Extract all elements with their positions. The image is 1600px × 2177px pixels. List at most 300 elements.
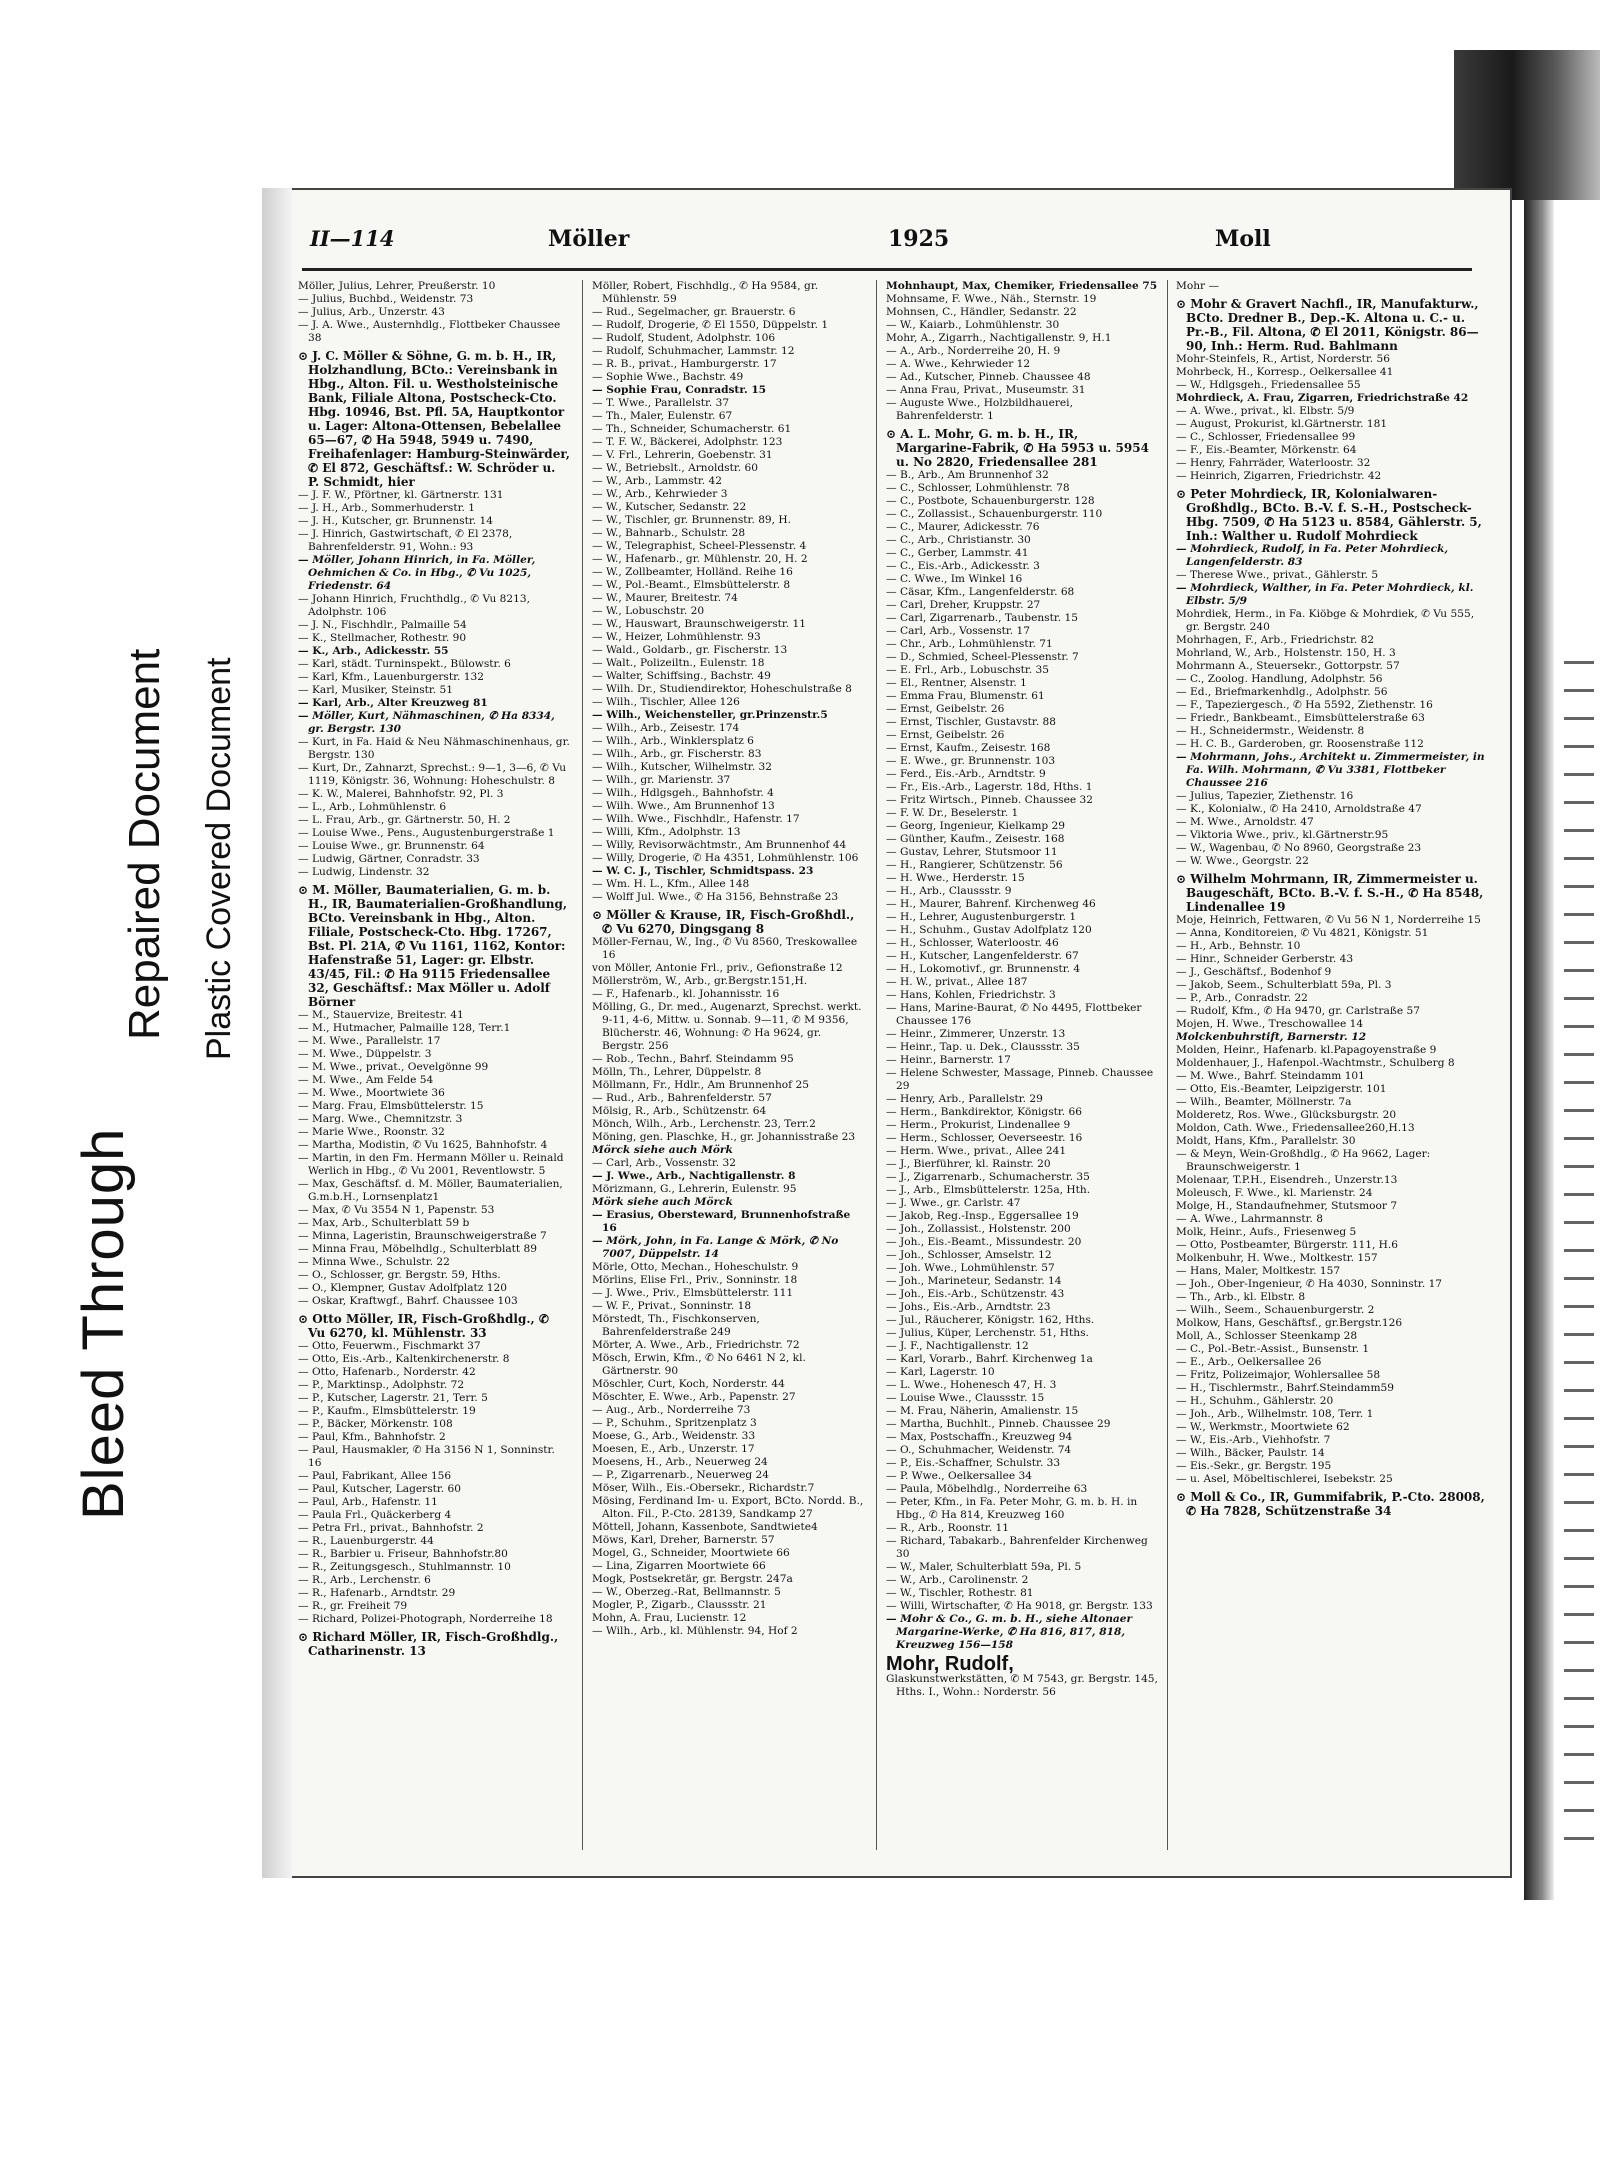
directory-entry: — Kurt, Dr., Zahnarzt, Sprechst.: 9—1, 3—6, ✆ Vu 1119, Königstr. 36, Wohnung: Hoheschulstr. 8 (298, 762, 567, 787)
directory-entry: Mölsig, R., Arb., Schützenstr. 64 (592, 1105, 767, 1117)
directory-entry: — C., Gerber, Lammstr. 41 (886, 547, 1029, 559)
directory-entry: — J., Geschäftsf., Bodenhof 9 (1176, 966, 1332, 978)
header-year: 1925 (888, 226, 950, 252)
column-divider (876, 280, 877, 1850)
display-entry-name: Mohr, Rudolf, (886, 1653, 1014, 1675)
directory-entry: — Wolff Jul. Wwe., ✆ Ha 3156, Behnstraße 23 (592, 891, 839, 903)
directory-entry: — Mohr & Co., G. m. b. H., siehe Altonaer Margarine-Werke, ✆ Ha 816, 817, 818, Kreuzweg 156—158 (886, 1613, 1133, 1651)
directory-entry: — W., Tischler, gr. Brunnenstr. 89, H. (592, 514, 792, 526)
directory-entry: — H., Schneidermstr., Weidenstr. 8 (1176, 725, 1365, 737)
directory-entry: — Paul, Hausmakler, ✆ Ha 3156 N 1, Sonninstr. 16 (298, 1444, 555, 1469)
directory-entry: Molden, Heinr., Hafenarb. kl.Papagoyenstraße 9 (1176, 1044, 1437, 1056)
directory-entry: — V. Frl., Lehrerin, Goebenstr. 31 (592, 449, 773, 461)
directory-entry: — F., Eis.-Beamter, Mörkenstr. 64 (1176, 444, 1357, 456)
directory-entry: — C., Postbote, Schauenburgerstr. 128 (886, 495, 1095, 507)
directory-entry: — Ernst, Kaufm., Zeisestr. 168 (886, 742, 1051, 754)
directory-entry: — Joh., Schlosser, Amselstr. 12 (886, 1249, 1052, 1261)
directory-entry: — F. W. Dr., Beselerstr. 1 (886, 807, 1019, 819)
directory-column-1 (298, 280, 570, 1870)
directory-entry: — W., Maurer, Breitestr. 74 (592, 592, 738, 604)
directory-entry: — Henry, Arb., Parallelstr. 29 (886, 1093, 1043, 1105)
directory-entry: — Wilh., Arb., gr. Fischerstr. 83 (592, 748, 762, 760)
directory-entry: — Paul, Kutscher, Lagerstr. 60 (298, 1483, 462, 1495)
directory-entry: — Rudolf, Schuhmacher, Lammstr. 12 (592, 345, 795, 357)
directory-entry: — Julius, Buchbd., Weidenstr. 73 (298, 293, 474, 305)
directory-entry: — Chr., Arb., Lohmühlenstr. 71 (886, 638, 1053, 650)
directory-entry: — Wilh., Beamter, Möllnerstr. 7a (1176, 1096, 1352, 1108)
directory-entry: Molckenbuhrstift, Barnerstr. 12 (1176, 1031, 1367, 1043)
directory-entry: — Wilh., Weichensteller, gr.Prinzenstr.5 (592, 709, 828, 721)
directory-entry: — Günther, Kaufm., Zeisestr. 168 (886, 833, 1065, 845)
directory-entry: — J. Wwe., Priv., Elmsbüttelerstr. 111 (592, 1287, 794, 1299)
directory-entry: — Otto, Feuerwm., Fischmarkt 37 (298, 1340, 481, 1352)
directory-entry: — Wilh., Seem., Schauenburgerstr. 2 (1176, 1304, 1375, 1316)
directory-entry: — Carl, Arb., Vossenstr. 17 (886, 625, 1030, 637)
directory-entry: Moldenhauer, J., Hafenpol.-Wachtmstr., Schulberg 8 (1176, 1057, 1455, 1069)
directory-entry: — W., Bahnarb., Schulstr. 28 (592, 527, 746, 539)
directory-entry: Moldt, Hans, Kfm., Parallelstr. 30 (1176, 1135, 1356, 1147)
directory-entry: — Paul, Fabrikant, Allee 156 (298, 1470, 452, 1482)
directory-entry: — Fritz, Polizeimajor, Wohlersallee 58 (1176, 1369, 1381, 1381)
directory-entry: Mörter, A. Wwe., Arb., Friedrichstr. 72 (592, 1339, 800, 1351)
repaired-document-label: Repaired Document (120, 648, 169, 1040)
directory-entry: — Johs., Eis.-Arb., Arndtstr. 23 (886, 1301, 1051, 1313)
directory-entry: — Jul., Räucherer, Königstr. 162, Hths. (886, 1314, 1095, 1326)
directory-entry: Mohnsen, C., Händler, Sedanstr. 22 (886, 306, 1077, 318)
directory-entry: ⊙ Möller & Krause, IR, Fisch-Großhdl., ✆ Vu 6270, Dingsgang 8 (592, 908, 855, 936)
directory-entry: — Anna, Konditoreien, ✆ Vu 4821, Königstr. 51 (1176, 927, 1429, 939)
directory-entry: — J. Wwe., gr. Carlstr. 47 (886, 1197, 1021, 1209)
directory-entry: — Joh., Eis.-Arb., Schützenstr. 43 (886, 1288, 1065, 1300)
directory-entry: — Mohrdieck, Rudolf, in Fa. Peter Mohrdieck, Langenfelderstr. 83 (1176, 543, 1449, 568)
directory-entry: — J. Hinrich, Gastwirtschaft, ✆ El 2378, Bahrenfelderstr. 91, Wohn.: 93 (298, 528, 513, 553)
directory-entry: — Ed., Briefmarkenhdlg., Adolphstr. 56 (1176, 686, 1388, 698)
directory-entry: — Otto, Postbeamter, Bürgerstr. 111, H.6 (1176, 1239, 1399, 1251)
directory-entry: — W. C. J., Tischler, Schmidtspass. 23 (592, 865, 814, 877)
page-spine (262, 188, 292, 1878)
directory-entry: Mölling, G., Dr. med., Augenarzt, Sprechst. werkt. 9-11, 4-6, Mittw. u. Sonnab. 9—11, ✆ M 9356, Blücherstr. 46, Wohnung: ✆ Ha 9624, gr. Bergstr. 256 (592, 1001, 862, 1052)
directory-entry: — W., Hdlgsgeh., Friedensallee 55 (1176, 379, 1361, 391)
directory-entry: — Karl, Vorarb., Bahrf. Kirchenweg 1a (886, 1353, 1093, 1365)
directory-entry: — H., Arb., Claussstr. 9 (886, 885, 1012, 897)
directory-entry: — Aug., Arb., Norderreihe 73 (592, 1404, 751, 1416)
directory-entry: — Karl, Arb., Alter Kreuzweg 81 (298, 697, 488, 709)
directory-entry: — M. Frau, Näherin, Amalienstr. 15 (886, 1405, 1079, 1417)
directory-entry: — Louise Wwe., Claussstr. 15 (886, 1392, 1045, 1404)
directory-entry: — B., Arb., Am Brunnenhof 32 (886, 469, 1049, 481)
directory-entry: — Karl, Lagerstr. 10 (886, 1366, 995, 1378)
directory-entry: — H., Lokomotivf., gr. Brunnenstr. 4 (886, 963, 1081, 975)
directory-entry: ⊙ A. L. Mohr, G. m. b. H., IR, Margarine-Fabrik, ✆ Ha 5953 u. 5954 u. No 2820, Friedensallee 281 (886, 427, 1149, 469)
directory-entry: — Max, Postschaffn., Kreuzweg 94 (886, 1431, 1073, 1443)
directory-entry: — H., Schuhm., Gustav Adolfplatz 120 (886, 924, 1092, 936)
directory-entry: — Th., Arb., kl. Elbstr. 8 (1176, 1291, 1306, 1303)
directory-entry: — Mörk, John, in Fa. Lange & Mörk, ✆ No 7007, Düppelstr. 14 (592, 1235, 839, 1260)
adjacent-page-text-fragments (1564, 650, 1594, 1850)
directory-entry: — H., Rangierer, Schützenstr. 56 (886, 859, 1063, 871)
directory-entry: — C., Arb., Christianstr. 30 (886, 534, 1031, 546)
directory-entry: Mohr, A., Zigarrh., Nachtigallenstr. 9, H.1 (886, 332, 1112, 344)
directory-entry: — R., Zeitungsgesch., Stuhlmannstr. 10 (298, 1561, 511, 1573)
directory-entry: — Friedr., Bankbeamt., Eimsbüttelerstraße 63 (1176, 712, 1425, 724)
directory-column-4 (1176, 280, 1486, 1870)
directory-entry: — Willi, Wirtschafter, ✆ Ha 9018, gr. Bergstr. 133 (886, 1600, 1153, 1612)
directory-entry: — A. Wwe., privat., kl. Elbstr. 5/9 (1176, 405, 1355, 417)
directory-entry: — R., Hafenarb., Arndtstr. 29 (298, 1587, 456, 1599)
directory-entry: — Hans, Marine-Baurat, ✆ No 4495, Flottbeker Chaussee 176 (886, 1002, 1142, 1027)
directory-entry: — J. F., Nachtigallenstr. 12 (886, 1340, 1029, 1352)
directory-column-3 (886, 280, 1158, 1870)
directory-entry: Möller, Julius, Lehrer, Preußerstr. 10 (298, 280, 496, 292)
directory-entry: — R., Arb., Lerchenstr. 6 (298, 1574, 431, 1586)
directory-entry: — H. Wwe., Herderstr. 15 (886, 872, 1025, 884)
directory-entry: Möschter, E. Wwe., Arb., Papenstr. 27 (592, 1391, 796, 1403)
header-left-name: Möller (548, 226, 630, 252)
directory-entry: Mohrdiek, Herm., in Fa. Kiöbge & Mohrdiek, ✆ Vu 555, gr. Bergstr. 240 (1176, 608, 1475, 633)
directory-entry: — J., Zigarrenarb., Schumacherstr. 35 (886, 1171, 1090, 1183)
directory-entry: Mohr — (1176, 280, 1220, 292)
directory-entry: — Heinr., Zimmerer, Unzerstr. 13 (886, 1028, 1066, 1040)
directory-entry: Mörk siehe auch Mörck (592, 1196, 733, 1208)
directory-entry: Molderetz, Ros. Wwe., Glücksburgstr. 20 (1176, 1109, 1397, 1121)
directory-entry: — E., Arb., Oelkersallee 26 (1176, 1356, 1322, 1368)
directory-entry: Moll, A., Schlosser Steenkamp 28 (1176, 1330, 1358, 1342)
directory-entry: — A., Arb., Norderreihe 20, H. 9 (886, 345, 1061, 357)
directory-entry: Mohnhaupt, Max, Chemiker, Friedensallee 75 (886, 280, 1158, 292)
directory-entry: — T. F. W., Bäckerei, Adolphstr. 123 (592, 436, 783, 448)
directory-entry: — Carl, Dreher, Kruppstr. 27 (886, 599, 1041, 611)
directory-entry: — Lina, Zigarren Moortwiete 66 (592, 1560, 766, 1572)
directory-entry: Molk, Heinr., Aufs., Friesenweg 5 (1176, 1226, 1357, 1238)
directory-entry: — J. N., Fischhdlr., Palmaille 54 (298, 619, 467, 631)
directory-entry: — L., Arb., Lohmühlenstr. 6 (298, 801, 447, 813)
directory-entry: — K., Stellmacher, Rothestr. 90 (298, 632, 467, 644)
directory-entry: — K., Kolonialw., ✆ Ha 2410, Arnoldstraße 47 (1176, 803, 1422, 815)
directory-entry: ⊙ Mohr & Gravert Nachfl., IR, Manufakturw., BCto. Dredner B., Dep.-K. Altona u. C.- u. Pr.-B., Fil. Altona, ✆ El 2011, Königstr. 86—90, Inh.: Herm. Rud. Bahlmann (1176, 297, 1479, 353)
directory-entry: — J., Bierführer, kl. Rainstr. 20 (886, 1158, 1051, 1170)
directory-entry: — Georg, Ingenieur, Kielkamp 29 (886, 820, 1066, 832)
directory-entry: — Ludwig, Gärtner, Conradstr. 33 (298, 853, 480, 865)
directory-entry: — W., Wagenbau, ✆ No 8960, Georgstraße 23 (1176, 842, 1422, 854)
directory-entry: — Richard, Tabakarb., Bahrenfelder Kirchenweg 30 (886, 1535, 1148, 1560)
directory-entry: — Wald., Goldarb., gr. Fischerstr. 13 (592, 644, 788, 656)
directory-entry: — Joh., Zollassist., Holstenstr. 200 (886, 1223, 1071, 1235)
directory-entry: Mörck siehe auch Mörk (592, 1144, 733, 1156)
directory-entry: — Minna Wwe., Schulstr. 22 (298, 1256, 450, 1268)
directory-entry: — O., Schlosser, gr. Bergstr. 59, Hths. (298, 1269, 501, 1281)
directory-entry: — Ernst, Geibelstr. 26 (886, 729, 1005, 741)
page-header (310, 226, 1460, 264)
directory-entry: — Therese Wwe., privat., Gählerstr. 5 (1176, 569, 1379, 581)
directory-entry: — W., Kutscher, Sedanstr. 22 (592, 501, 747, 513)
directory-entry: — Hans, Kohlen, Friedrichstr. 3 (886, 989, 1056, 1001)
directory-entry: — Paul, Arb., Hafenstr. 11 (298, 1496, 438, 1508)
directory-entry: ⊙ Peter Mohrdieck, IR, Kolonialwaren-Großhdlg., BCto. B.-V. f. S.-H., Postscheck- Hbg. 7509, ✆ Ha 5123 u. 8584, Gählerstr. 5, Inh.: Walther u. Rudolf Mohrdieck (1176, 487, 1482, 543)
directory-entry: — L. Frau, Arb., gr. Gärtnerstr. 50, H. 2 (298, 814, 511, 826)
directory-entry: — M., Stauervize, Breitestr. 41 (298, 1009, 464, 1021)
directory-entry: — Herm., Schlosser, Oeverseestr. 16 (886, 1132, 1083, 1144)
header-rule (302, 268, 1472, 271)
directory-entry: — u. Asel, Möbeltischlerei, Isebekstr. 25 (1176, 1473, 1393, 1485)
directory-entry: Mohrbeck, H., Korresp., Oelkersallee 41 (1176, 366, 1394, 378)
directory-entry: — W., Arb., Lammstr. 42 (592, 475, 722, 487)
directory-entry: — Walt., Polizeiltn., Eulenstr. 18 (592, 657, 765, 669)
directory-entry: — W., Heizer, Lohmühlenstr. 93 (592, 631, 761, 643)
directory-entry: — Louise Wwe., gr. Brunnenstr. 64 (298, 840, 485, 852)
directory-entry: — H. W., privat., Allee 187 (886, 976, 1028, 988)
directory-entry: — W., Maler, Schulterblatt 59a, Pl. 5 (886, 1561, 1082, 1573)
directory-entry: Möller-Fernau, W., Ing., ✆ Vu 8560, Treskowallee 16 (592, 936, 858, 961)
directory-entry: Mörstedt, Th., Fischkonserven, Bahrenfelderstraße 249 (592, 1313, 760, 1338)
page-edge-strip (1524, 200, 1554, 1900)
directory-entry: Möllmann, Fr., Hdlr., Am Brunnenhof 25 (592, 1079, 809, 1091)
directory-entry: — Willy, Revisorwächtmstr., Am Brunnenhof 44 (592, 839, 847, 851)
directory-entry: — Sophie Wwe., Bachstr. 49 (592, 371, 744, 383)
directory-entry: — Möller, Kurt, Nähmaschinen, ✆ Ha 8334, gr. Bergstr. 130 (298, 710, 555, 735)
directory-entry: — W., Lobuschstr. 20 (592, 605, 705, 617)
directory-entry: — Auguste Wwe., Holzbildhauerei, Bahrenfelderstr. 1 (886, 397, 1073, 422)
directory-entry: — P., Schuhm., Spritzenplatz 3 (592, 1417, 757, 1429)
directory-entry: — C., Zoolog. Handlung, Adolphstr. 56 (1176, 673, 1383, 685)
directory-entry: — Heinr., Tap. u. Dek., Claussstr. 35 (886, 1041, 1080, 1053)
directory-entry: — Emma Frau, Blumenstr. 61 (886, 690, 1045, 702)
directory-entry: — Cäsar, Kfm., Langenfelderstr. 68 (886, 586, 1075, 598)
directory-entry: — K., Arb., Adickesstr. 55 (298, 645, 449, 657)
directory-entry: — C., Zollassist., Schauenburgerstr. 110 (886, 508, 1103, 520)
directory-entry: — H. C. B., Garderoben, gr. Roosenstraße 112 (1176, 738, 1424, 750)
directory-entry: — W., Tischler, Rothestr. 81 (886, 1587, 1034, 1599)
directory-entry: — Walter, Schiffsing., Bachstr. 49 (592, 670, 771, 682)
directory-entry: Möning, gen. Plaschke, H., gr. Johannisstraße 23 (592, 1131, 856, 1143)
directory-entry: — W., Oberzeg.-Rat, Bellmannstr. 5 (592, 1586, 781, 1598)
directory-entry: — Anna Frau, Privat., Museumstr. 31 (886, 384, 1086, 396)
directory-entry: — Sophie Frau, Conradstr. 15 (592, 384, 767, 396)
directory-entry: Möser, Wilh., Eis.-Obersekr., Richardstr.7 (592, 1482, 815, 1494)
directory-entry: — Jakob, Seem., Schulterblatt 59a, Pl. 3 (1176, 979, 1392, 991)
directory-entry: — Eis.-Sekr., gr. Bergstr. 195 (1176, 1460, 1332, 1472)
directory-entry: Mohn, A. Frau, Lucienstr. 12 (592, 1612, 747, 1624)
directory-entry: — Mohrmann, Johs., Architekt u. Zimmermeister, in Fa. Wilh. Mohrmann, ✆ Vu 3381, Flottbeker Chaussee 216 (1176, 751, 1485, 789)
bleed-through-label: Bleed Through (71, 1127, 136, 1520)
directory-entry: — W., Hafenarb., gr. Mühlenstr. 20, H. 2 (592, 553, 808, 565)
directory-entry: — Paul, Kfm., Bahnhofstr. 2 (298, 1431, 446, 1443)
directory-entry: — W., Kaiarb., Lohmühlenstr. 30 (886, 319, 1060, 331)
directory-entry: — Ernst, Tischler, Gustavstr. 88 (886, 716, 1057, 728)
directory-entry: — P., Bäcker, Mörkenstr. 108 (298, 1418, 453, 1430)
directory-entry: — Paula Frl., Quäckerberg 4 (298, 1509, 452, 1521)
directory-entry: — C., Eis.-Arb., Adickesstr. 3 (886, 560, 1040, 572)
directory-entry: — J. H., Kutscher, gr. Brunnenstr. 14 (298, 515, 493, 527)
directory-entry: — Jakob, Reg.-Insp., Eggersallee 19 (886, 1210, 1079, 1222)
directory-entry: — Marg. Frau, Elmsbüttelerstr. 15 (298, 1100, 484, 1112)
directory-entry: Möllerström, W., Arb., gr.Bergstr.151,H. (592, 975, 808, 987)
directory-entry: — Wilh., Arb., Winklersplatz 6 (592, 735, 754, 747)
directory-entry: ⊙ M. Möller, Baumaterialien, G. m. b. H., IR, Baumaterialien-Großhandlung, BCto. Vereinsbank in Hbg., Alton. Filiale, Postscheck-Cto. Hbg. 17267, Bst. Pl. 21A, ✆ Vu 1161, 1162, Kontor: Hafenstraße 51, Lager: gr. Elbstr. 43/45, Fil.: ✆ Ha 9115 Friedensallee 32, Geschäftsf.: Max Möller u. Adolf Börner (298, 883, 568, 1009)
directory-entry: Möws, Karl, Dreher, Barnerstr. 57 (592, 1534, 775, 1546)
directory-entry: — P. Wwe., Oelkersallee 34 (886, 1470, 1033, 1482)
directory-entry: — Minna, Lageristin, Braunschweigerstraße 7 (298, 1230, 547, 1242)
directory-entry: — Rudolf, Student, Adolphstr. 106 (592, 332, 776, 344)
directory-entry: — Peter, Kfm., in Fa. Peter Mohr, G. m. b. H. in Hbg., ✆ Ha 814, Kreuzweg 160 (886, 1496, 1138, 1521)
directory-entry: — Max, Geschäftsf. d. M. Möller, Baumaterialien, G.m.b.H., Lornsenplatz1 (298, 1178, 563, 1203)
directory-entry: — W., Arb., Kehrwieder 3 (592, 488, 728, 500)
directory-entry: — Rud., Segelmacher, gr. Brauerstr. 6 (592, 306, 796, 318)
directory-entry: — C. Wwe., Im Winkel 16 (886, 573, 1023, 585)
directory-entry: Möller, Robert, Fischhdlg., ✆ Ha 9584, gr. Mühlenstr. 59 (592, 280, 819, 305)
directory-entry: — P., Marktinsp., Adolphstr. 72 (298, 1379, 465, 1391)
directory-entry: Möschler, Curt, Koch, Norderstr. 44 (592, 1378, 785, 1390)
directory-entry: ⊙ J. C. Möller & Söhne, G. m. b. H., IR, Holzhandlung, BCto.: Vereinsbank in Hbg., Alton. Fil. u. Westholsteinische Bank, Filiale Altona, Postscheck-Cto. Hbg. 10946, Bst. Pfl. 5A, Hauptkontor u. Lager: Altona-Ottensen, Bebelallee 65—67, ✆ Ha 5948, 5949 u. 7490, Freihafenlager: Hamburg-Steinwärder, ✆ El 872, Geschäftsf.: W. Schröder u. P. Schmidt, hier (298, 349, 570, 489)
directory-entry: — H., Lehrer, Augustenburgerstr. 1 (886, 911, 1077, 923)
directory-entry: — C., Schlosser, Friedensallee 99 (1176, 431, 1356, 443)
directory-entry: — Hans, Maler, Moltkestr. 157 (1176, 1265, 1341, 1277)
directory-entry: — W., Telegraphist, Scheel-Plessenstr. 4 (592, 540, 807, 552)
directory-entry: Moje, Heinrich, Fettwaren, ✆ Vu 56 N 1, Norderreihe 15 (1176, 914, 1481, 926)
directory-entry: — R., Lauenburgerstr. 44 (298, 1535, 434, 1547)
directory-entry: Mösing, Ferdinand Im- u. Export, BCto. Nordd. B., Alton. Fil., P.-Cto. 28139, Sandkamp 27 (592, 1495, 864, 1520)
directory-entry: — Gustav, Lehrer, Stutsmoor 11 (886, 846, 1058, 858)
directory-entry: — P., Zigarrenarb., Neuerweg 24 (592, 1469, 770, 1481)
directory-entry: — Julius, Tapezier, Ziethenstr. 16 (1176, 790, 1354, 802)
directory-entry: Mohrhagen, F., Arb., Friedrichstr. 82 (1176, 634, 1375, 646)
directory-entry: — Carl, Zigarrenarb., Taubenstr. 15 (886, 612, 1078, 624)
directory-entry: — O., Schuhmacher, Weidenstr. 74 (886, 1444, 1072, 1456)
directory-entry: — El., Rentner, Alsenstr. 1 (886, 677, 1027, 689)
directory-entry: — Ferd., Eis.-Arb., Arndtstr. 9 (886, 768, 1046, 780)
directory-entry: ⊙ Moll & Co., IR, Gummifabrik, P.-Cto. 28008, ✆ Ha 7828, Schützenstraße 34 (1176, 1490, 1485, 1518)
directory-entry: — C., Pol.-Betr.-Assist., Bunsenstr. 1 (1176, 1343, 1370, 1355)
directory-entry: Molge, H., Standaufnehmer, Stutsmoor 7 (1176, 1200, 1398, 1212)
directory-entry: — Th., Maler, Eulenstr. 67 (592, 410, 733, 422)
directory-entry: Möttell, Johann, Kassenbote, Sandtwiete4 (592, 1521, 818, 1533)
directory-entry: — Louise Wwe., Pens., Augustenburgerstraße 1 (298, 827, 555, 839)
directory-entry: — Richard, Polizei-Photograph, Norderreihe 18 (298, 1613, 553, 1625)
directory-entry: — J. F. W., Pförtner, kl. Gärtnerstr. 131 (298, 489, 504, 501)
directory-entry: — Karl, Kfm., Lauenburgerstr. 132 (298, 671, 484, 683)
directory-entry: — Otto, Hafenarb., Norderstr. 42 (298, 1366, 476, 1378)
column-divider (582, 280, 583, 1850)
directory-entry: — August, Prokurist, kl.Gärtnerstr. 181 (1176, 418, 1388, 430)
directory-entry: — Wilh. Wwe., Am Brunnenhof 13 (592, 800, 775, 812)
directory-entry: — J., Arb., Elmsbüttelerstr. 125a, Hth. (886, 1184, 1091, 1196)
directory-entry: Mohnsame, F. Wwe., Näh., Sternstr. 19 (886, 293, 1097, 305)
directory-entry: — Petra Frl., privat., Bahnhofstr. 2 (298, 1522, 484, 1534)
directory-entry: — O., Klempner, Gustav Adolfplatz 120 (298, 1282, 507, 1294)
directory-entry: — Martha, Modistin, ✆ Vu 1625, Bahnhofstr. 4 (298, 1139, 548, 1151)
directory-entry: ⊙ Otto Möller, IR, Fisch-Großhdlg., ✆ Vu 6270, kl. Mühlenstr. 33 (298, 1312, 549, 1340)
directory-entry: — J. A. Wwe., Austernhdlg., Flottbeker Chaussee 38 (298, 319, 561, 344)
directory-entry: Moesen, E., Arb., Unzerstr. 17 (592, 1443, 755, 1455)
directory-entry: — Joh. Wwe., Lohmühlenstr. 57 (886, 1262, 1055, 1274)
directory-entry: — Helene Schwester, Massage, Pinneb. Chaussee 29 (886, 1067, 1154, 1092)
directory-entry: Mohrland, W., Arb., Holstenstr. 150, H. 3 (1176, 647, 1396, 659)
directory-entry: — Wilh., gr. Marienstr. 37 (592, 774, 731, 786)
directory-entry: — Ernst, Geibelstr. 26 (886, 703, 1005, 715)
directory-entry: — T. Wwe., Parallelstr. 37 (592, 397, 730, 409)
directory-column-2 (592, 280, 864, 1870)
directory-entry: — Julius, Küper, Lerchenstr. 51, Hths. (886, 1327, 1089, 1339)
directory-entry: — M. Wwe., Parallelstr. 17 (298, 1035, 441, 1047)
directory-entry: — Joh., Ober-Ingenieur, ✆ Ha 4030, Sonninstr. 17 (1176, 1278, 1443, 1290)
directory-entry: Mogler, P., Zigarb., Claussstr. 21 (592, 1599, 767, 1611)
directory-entry: — Julius, Arb., Unzerstr. 43 (298, 306, 445, 318)
directory-entry: Mogel, G., Schneider, Moortwiete 66 (592, 1547, 790, 1559)
directory-entry: — W., Werkmstr., Moortwiete 62 (1176, 1421, 1350, 1433)
margin-labels (60, 560, 280, 1560)
directory-entry: — Marie Wwe., Roonstr. 32 (298, 1126, 445, 1138)
directory-entry: — Johann Hinrich, Fruchthdlg., ✆ Vu 8213, Adolphstr. 106 (298, 593, 530, 618)
directory-entry: — M. Wwe., Bahrf. Steindamm 101 (1176, 1070, 1365, 1082)
directory-entry: ⊙ Wilhelm Mohrmann, IR, Zimmermeister u. Baugeschäft, BCto. B.-V. f. S.-H., ✆ Ha 8548, Lindenallee 19 (1176, 872, 1484, 914)
directory-entry: Mohr-Steinfels, R., Artist, Norderstr. 56 (1176, 353, 1390, 365)
directory-entry: — Wilh., Hdlgsgeh., Bahnhofstr. 4 (592, 787, 774, 799)
scanned-directory-page (262, 188, 1512, 1878)
directory-entry: — Marg. Wwe., Chemnitzstr. 3 (298, 1113, 463, 1125)
directory-entry: — Hinr., Schneider Gerberstr. 43 (1176, 953, 1354, 965)
directory-entry: — A. Wwe., Lahrmannstr. 8 (1176, 1213, 1323, 1225)
directory-entry: Glaskunstwerkstätten, ✆ M 7543, gr. Bergstr. 145, Hths. I., Wohn.: Norderstr. 56 (886, 1673, 1158, 1698)
header-right-name: Moll (1215, 226, 1271, 252)
directory-entry: — Oskar, Kraftwgf., Bahrf. Chaussee 103 (298, 1295, 518, 1307)
directory-entry: — Herm., Prokurist, Lindenallee 9 (886, 1119, 1071, 1131)
directory-entry: — F., Tapeziergesch., ✆ Ha 5592, Ziethenstr. 16 (1176, 699, 1433, 711)
directory-entry: — W. Wwe., Georgstr. 22 (1176, 855, 1309, 867)
directory-entry: — M., Hutmacher, Palmaille 128, Terr.1 (298, 1022, 511, 1034)
directory-entry: Molkow, Hans, Geschäftsf., gr.Bergstr.126 (1176, 1317, 1403, 1329)
directory-entry: — Carl, Arb., Vossenstr. 32 (592, 1157, 736, 1169)
directory-entry: — Willy, Drogerie, ✆ Ha 4351, Lohmühlenstr. 106 (592, 852, 859, 864)
directory-entry: — Fritz Wirtsch., Pinneb. Chaussee 32 (886, 794, 1093, 806)
directory-entry: — Heinrich, Zigarren, Friedrichstr. 42 (1176, 470, 1382, 482)
directory-entry: — H., Maurer, Bahrenf. Kirchenweg 46 (886, 898, 1096, 910)
directory-entry: — L. Wwe., Hohenesch 47, H. 3 (886, 1379, 1057, 1391)
directory-entry: — H., Tischlermstr., Bahrf.Steindamm59 (1176, 1382, 1394, 1394)
directory-entry: Moleusch, F. Wwe., kl. Marienstr. 24 (1176, 1187, 1373, 1199)
directory-entry: — H., Kutscher, Langenfelderstr. 67 (886, 950, 1079, 962)
directory-entry: — W., Zollbeamter, Holländ. Reihe 16 (592, 566, 793, 578)
directory-entry: — M. Wwe., Am Felde 54 (298, 1074, 434, 1086)
directory-entry: — H., Schuhm., Gählerstr. 20 (1176, 1395, 1334, 1407)
directory-entry: — C., Schlosser, Lohmühlenstr. 78 (886, 482, 1070, 494)
directory-entry: — Erasius, Obersteward, Brunnenhofstraße 16 (592, 1209, 851, 1234)
directory-entry: Mörizmann, G., Lehrerin, Eulenstr. 95 (592, 1183, 797, 1195)
directory-entry: — W., Hauswart, Braunschweigerstr. 11 (592, 618, 807, 630)
directory-entry: — F., Hafenarb., kl. Johannisstr. 16 (592, 988, 780, 1000)
directory-entry: — Herm., Bankdirektor, Königstr. 66 (886, 1106, 1083, 1118)
directory-entry: Mohrdieck, A. Frau, Zigarren, Friedrichstraße 42 (1176, 392, 1469, 404)
directory-entry: — W. F., Privat., Sonninstr. 18 (592, 1300, 752, 1312)
directory-entry: — E. Wwe., gr. Brunnenstr. 103 (886, 755, 1056, 767)
directory-entry: — Kurt, in Fa. Haid & Neu Nähmaschinenhaus, gr. Bergstr. 130 (298, 736, 570, 761)
directory-entry: — Ludwig, Lindenstr. 32 (298, 866, 430, 878)
directory-entry: Mölln, Th., Lehrer, Düppelstr. 8 (592, 1066, 762, 1078)
directory-entry: — Ad., Kutscher, Pinneb. Chaussee 48 (886, 371, 1091, 383)
directory-entry: — Karl, städt. Turninspekt., Bülowstr. 6 (298, 658, 511, 670)
directory-entry: — A. Wwe., Kehrwieder 12 (886, 358, 1031, 370)
directory-entry: — Joh., Arb., Wilhelmstr. 108, Terr. 1 (1176, 1408, 1374, 1420)
directory-entry: — Wilh., Arb., Zeisestr. 174 (592, 722, 740, 734)
directory-entry: Mohrmann A., Steuersekr., Gottorpstr. 57 (1176, 660, 1400, 672)
directory-entry: Mörlins, Elise Frl., Priv., Sonninstr. 18 (592, 1274, 798, 1286)
directory-entry: Molkenbuhr, H. Wwe., Moltkestr. 157 (1176, 1252, 1378, 1264)
directory-entry: — M. Wwe., Arnoldstr. 47 (1176, 816, 1314, 828)
directory-entry: — J. Wwe., Arb., Nachtigallenstr. 8 (592, 1170, 796, 1182)
directory-entry: — W., Betriebslt., Arnoldstr. 60 (592, 462, 758, 474)
directory-entry: — Joh., Marineteur, Sedanstr. 14 (886, 1275, 1062, 1287)
directory-entry: — C., Maurer, Adickesstr. 76 (886, 521, 1040, 533)
directory-entry: — Otto, Eis.-Beamter, Leipzigerstr. 101 (1176, 1083, 1387, 1095)
directory-entry: — P., Eis.-Schaffner, Schulstr. 33 (886, 1457, 1061, 1469)
